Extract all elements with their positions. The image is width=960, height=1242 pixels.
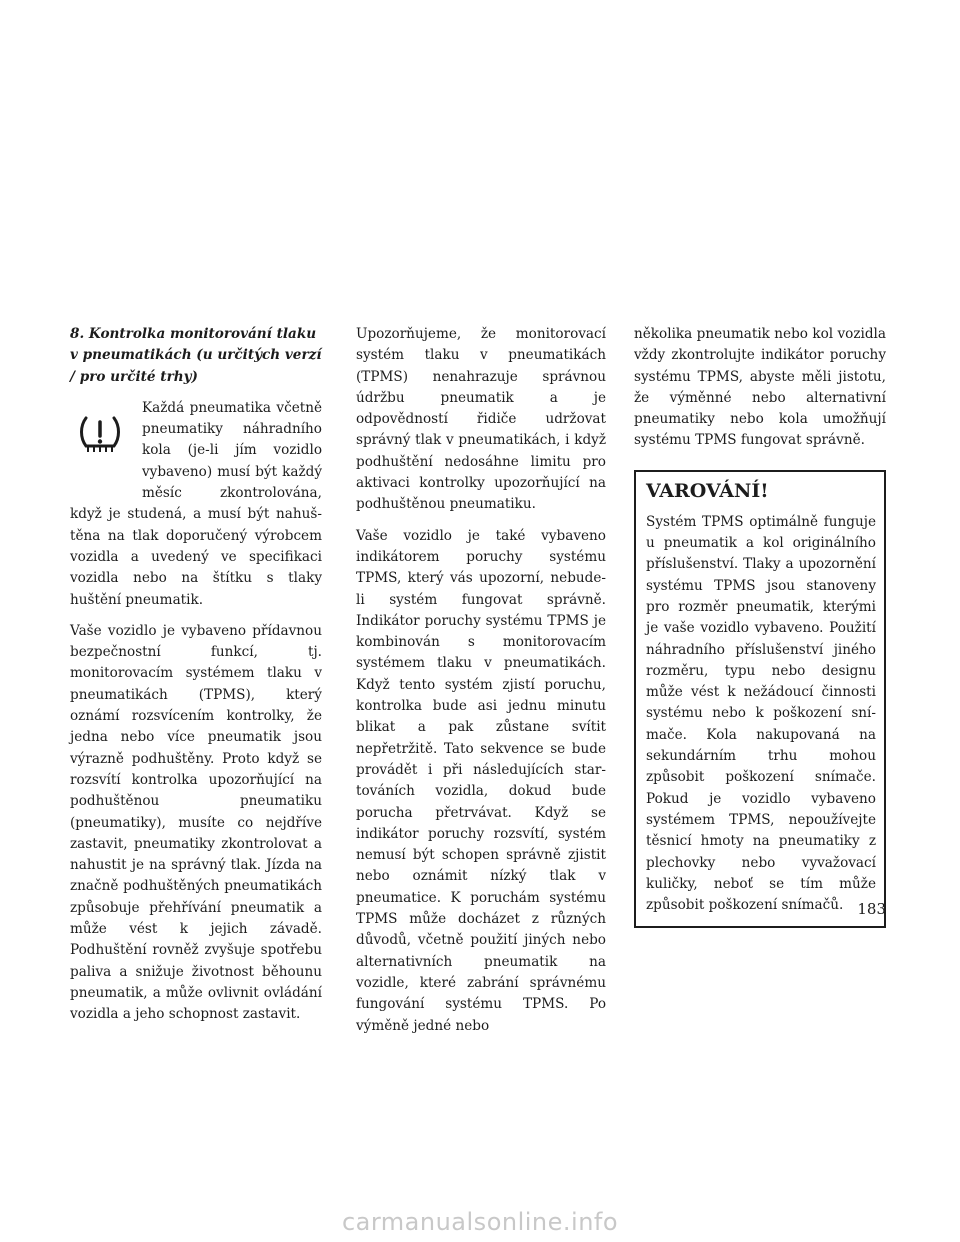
watermark: carmanualsonline.info [341,1208,619,1236]
warning-text: Systém TPMS optimálně funguje u pneumatik a kol originálního příslušenství. Tlaky a upozornění systému TPMS jsou stanoveny pro rozměr pneumatik, kterými je vaše vozidlo vybaveno. Použití náhradního příslušenství jiného rozměru, typu nebo designu může vést k nežádoucí činnosti systému nebo k poškození snímače. Kola nakupovaná na sekundárním trhu mohou způsobit poškození snímače. Pokud je vozidlo vybaveno systémem TPMS, nepoužívejte těsnicí hmoty na pneumatiky z plechovky nebo vyvažovací kuličky, neboť se tím může způsobit poškození snímačů. [646,513,876,914]
warning-box [634,470,886,929]
paragraph: Každá pneumatika včetně pneumatiky náhradního kola (je-li jím vozidlo vybaveno) musí být každý měsíc zkontrolována, když je studená, a musí být nahuštěna na tlak doporučený výrobcem vozidla a uvedený ve specifikaci vozidla nebo na štítku s tlaky huštění pneumatik. [70,399,322,608]
paragraph: Vaše vozidlo je také vybaveno indikátorem poruchy systému TPMS, který vás upozorní, nebude-li systém fungovat správně. Indikátor poruchy systému TPMS je kombinován s monitorovacím systémem tlaku v pneumatikách. Když tento systém zjistí poruchu, kontrolka bude asi jednu minutu blikat a pak zůstane svítit nepřetržitě. Tato sekvence se bude provádět i při následujících startováních vozidla, dokud bude porucha přetrvávat. Když se indikátor poruchy rozsvítí, systém nemusí být schopen správně zjistit nebo oznámit nízký tlak v pneumatice. K poruchám systému TPMS může docházet z různých důvodů, včetně použití jiných nebo alternativních pneumatik na vozidle, které zabrání správnému fungování systému TPMS. Po výměně jedné nebo [356,527,606,1034]
warning-title: VAROVÁNÍ! [646,479,769,502]
column-left [70,324,322,1036]
column-middle [356,324,606,1047]
paragraph: Vaše vozidlo je vybaveno přídavnou bezpečnostní funkcí, tj. monitorovacím systémem tlaku v pneumatikách (TPMS), který oznámí rozsvícením kontrolky, že jedna nebo více pneumatik jsou výrazně podhuštěny. Proto když se rozsvítí kontrolka upozorňující na podhuštěnou pneumatiku (pneumatiky), musíte co nejdříve zastavit, pneumatiky zkontrolovat a nahustit je na správný tlak. Jízda na značně podhuštěných pneumatikách způsobuje přehřívání pneumatik a může vést k jejich závadě. Podhuštění rovněž zvyšuje spotřebu paliva a snižuje životnost běhounu pneumatik, a může ovlivnit ovládání vozidla a jeho schopnost zastavit. [70,622,322,1023]
paragraph: několika pneumatik nebo kol vozidla vždy zkontrolujte indikátor poruchy systému TPMS, abyste měli jistotu, že výměnné nebo alternativní pneumatiky nebo kola umožňují systému TPMS fungovat správně. [634,326,886,449]
column-right [634,324,886,928]
page-number: 183 [857,900,886,918]
section-heading: 8. Kontrolka monitorování tlaku v pneumatikách (u určitých verzí / pro určité trhy) [70,326,322,385]
paragraph: Upozorňujeme, že monitorovací systém tlaku v pneumatikách (TPMS) nenahrazuje správnou údržbu pneumatik a je odpovědností řidiče udržovat správný tlak v pneumatikách, i když podhuštění nedosáhne limitu pro aktivaci kontrolky upozorňující na podhuštěnou pneumatiku. [356,326,606,513]
tpms-warning-icon [70,400,136,484]
